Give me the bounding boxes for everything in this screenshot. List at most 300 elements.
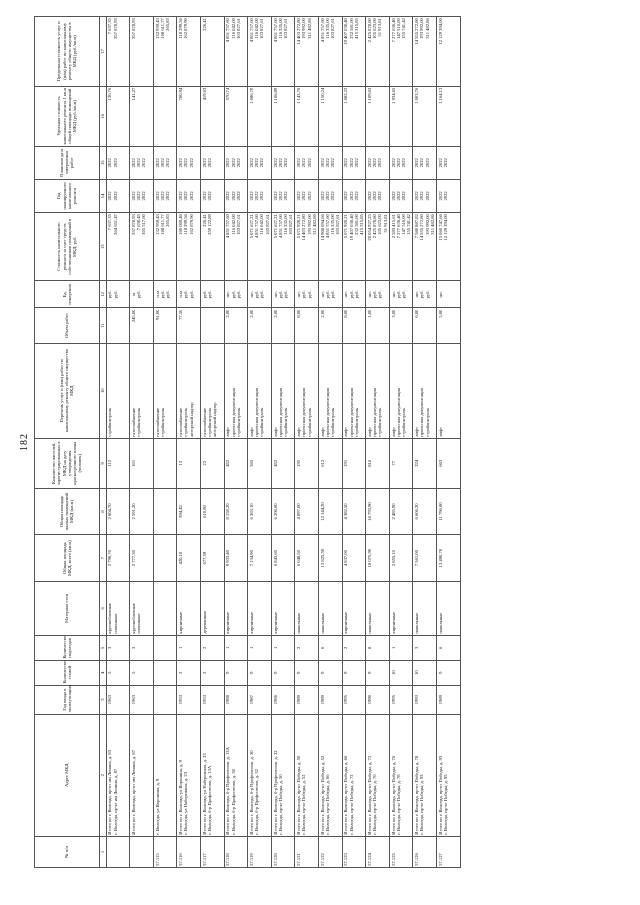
cell-line: 103 827,61 [288,214,294,235]
cell-line: 2022 [437,158,443,168]
cell-col-3: 1953 [200,685,224,714]
cell-line: 2022 [206,191,212,201]
cell-line: 116 335,00 [330,214,336,235]
cell-col-7 [153,535,177,582]
cell-line: г. Вологда, пр-кт Победы, д. 52 [301,774,307,835]
cell-col-10 [366,343,390,438]
cell-line: лифт [248,426,254,437]
cell-col-4: 9 [366,660,390,685]
cell-col-1 [130,836,154,867]
cell-col-6 [130,581,154,635]
cell-col-16 [200,86,224,146]
cell-line: 103 827,61 [235,214,241,235]
cell-line: 2022 [235,158,241,168]
cell-col-12 [177,281,201,308]
cell-line: Итого по г. Вологда, пр-кт им Ленина, д. 83 [107,749,113,835]
cell-col-16 [106,86,130,146]
cell-col-14 [248,179,272,212]
cell-col-7: 7 134,90 [248,535,272,582]
cell-line: 2022 [164,191,170,201]
cell-col-11 [248,308,272,343]
cell-col-13 [177,212,201,280]
cell-line: 2022 [296,191,302,201]
cell-line: 1 106,89 [272,87,278,104]
cell-col-17 [436,17,460,87]
cell-col-17 [366,17,390,87]
cell-col-17 [248,17,272,87]
cell-col-9: 13 [177,438,201,488]
cell-line: 14 555 272,80 [419,214,425,241]
column-number: 16 [99,86,106,146]
cell-col-4: 9 [342,660,366,685]
header-row [35,17,100,868]
column-header: Общая площадь жилых помещений МКД (кв.м) [35,488,100,535]
cell-col-10 [200,343,224,438]
cell-line: 415 315,85 [358,214,364,235]
cell-line: 570,74 [225,87,231,101]
cell-line: 2022 [419,191,425,201]
cell-line: руб. [201,290,207,299]
cell-col-1 [106,836,130,867]
cell-col-8: 4 897,00 [295,488,319,535]
cell-col-7: 13 825,50 [318,535,342,582]
cell-line: 265,83 [164,18,170,31]
cell-line: п.м [154,291,160,298]
cell-col-13 [389,212,413,280]
cell-line: 2 425 878,80 [372,214,378,239]
cell-col-6 [389,581,413,635]
cell-line: 2022 [259,158,265,168]
cell-col-6 [295,581,319,635]
cell-line: 2022 [230,191,236,201]
cell-line: авторский надзор [188,402,194,437]
cell-line: 162 879,90 [188,214,194,235]
cell-line: 2022 [188,191,194,201]
cell-line: руб. [419,290,425,299]
cell-line: 2022 [372,191,378,201]
cell-line: 7 638,45 [136,214,142,231]
column-header: Адрес МКД [35,714,100,836]
cell-col-15 [271,146,295,179]
cell-line: 6,00 [414,309,420,318]
cell-line: 193 992,00 [419,18,425,39]
cell-col-4: 9 [248,660,272,685]
cell-line: 2022 [230,158,236,168]
cell-col-6 [436,581,460,635]
cell-col-17 [224,17,248,87]
cell-line: п.м [178,291,184,298]
cell-line: 116 335,00 [277,18,283,39]
cell-line: руб. [400,290,406,299]
cell-col-17 [153,17,177,87]
cell-col-3: 1986 [271,685,295,714]
cell-line: шт. [390,291,396,298]
cell-col-2 [436,714,460,836]
cell-col-1: 57.120 [271,836,295,867]
cell-line: шт. [319,291,325,298]
cell-line: 2022 [164,158,170,168]
cell-line: 2022 [343,191,349,201]
cell-col-7: 9 933,40 [224,535,248,582]
cell-line: 8,00 [343,309,349,318]
cell-line: 2022 [442,191,448,201]
column-header: Количество этажей [35,660,100,685]
cell-line: 160 069,46 [178,214,184,235]
cell-col-13 [130,212,154,280]
cell-line: панельные [319,612,325,634]
cell-line: 7 277 636,40 [395,214,401,239]
cell-col-13 [342,212,366,280]
cell-line: панельные [296,612,302,634]
cell-line: 415 315,85 [353,18,359,39]
cell-col-1: 57.119 [248,836,272,867]
cell-col-7: 2 777,30 [130,535,154,582]
cell-line: руб. [301,290,307,299]
cell-line: 232 581,00 [353,214,359,235]
cell-line: 2022 [254,191,260,201]
cell-col-3: 1990 [366,685,390,714]
cell-col-16 [177,86,201,146]
cell-col-10 [318,343,342,438]
cell-line: Итого по г. Вологда, ул Воронина, д. 9 [178,760,184,835]
cell-col-14 [130,179,154,212]
cell-line: кирпичные [225,611,231,634]
cell-col-3: 1988 [224,685,248,714]
cell-col-17 [342,17,366,87]
cell-line: 116 042,00 [254,18,260,39]
cell-col-13 [224,212,248,280]
cell-line: 2022 [424,191,430,201]
column-header: Ед. измерения [35,281,100,308]
cell-col-14 [295,179,319,212]
cell-line: 265,83 [164,214,170,227]
cell-line: газоснабжение [154,407,160,437]
cell-line: 2022 [400,191,406,201]
cell-line: 2022 [112,191,118,201]
cell-line: 20 054 927,25 [366,214,372,241]
cell-line: 2022 [330,191,336,201]
cell-col-10 [436,343,460,438]
cell-line: г. Вологда, пр-кт Победы, д. 72 [348,774,354,835]
cell-line: руб. [306,290,312,299]
column-number: 6 [99,581,106,635]
column-header: Предельная стоимость услуг и (или) работ по капитальному ремонту общего имущества в МКД (руб./кв.м) [35,17,100,87]
cell-col-12 [130,281,154,308]
cell-line: 2022 [272,191,278,201]
cell-col-15 [389,146,413,179]
table-row [200,17,224,868]
column-header: Материал стен [35,581,100,635]
cell-col-8: 4 382,50 [342,488,366,535]
cell-col-12 [224,281,248,308]
cell-line: 4 851 757,60 [225,214,231,239]
cell-col-15 [200,146,224,179]
cell-line: 2022 [282,158,288,168]
page-number: 182 [19,433,30,451]
cell-col-4: 10 [389,660,413,685]
cell-col-5: 6 [436,635,460,660]
cell-line: 5 071 627,21 [248,214,254,239]
cell-col-16 [130,86,154,146]
column-number: 7 [99,535,106,582]
column-header: Удельная стоимость капитального ремонта 1 кв.м общей площади помещений МКД (руб./кв.м) [35,86,100,146]
cell-line: г. Вологда, пр-кт Победы, д. 93 [419,774,425,835]
cell-line: 132 959,43 [154,214,160,235]
cell-col-12 [318,281,342,308]
cell-line: 116 042,00 [230,214,236,235]
cell-line: 1 086,70 [248,87,254,104]
cell-line: шт. [272,291,278,298]
table-row [106,17,130,868]
cell-col-7: 13 490,70 [436,535,460,582]
cell-col-5: 2 [342,635,366,660]
cell-line: лифт [272,426,278,437]
cell-col-16 [342,86,366,146]
cell-col-1: 57.121 [295,836,319,867]
cell-col-7: 6 048,50 [295,535,319,582]
cell-line: г. Вологда, пр-кт им Ленина, д. 87 [112,768,118,835]
cell-line: 4 851 757,60 [248,18,254,43]
cell-line: кирпичные [272,611,278,634]
cell-col-14 [436,179,460,212]
cell-line: 2022 [301,191,307,201]
cell-col-8: 6 606,20 [413,488,437,535]
cell-col-7: 7 561,00 [413,535,437,582]
cell-line: 2022 [366,158,372,168]
cell-col-8: 8 158,20 [224,488,248,535]
cell-line: 357 878,93 [130,214,136,235]
cell-line: 2,00 [272,309,278,318]
cell-line: 5 071 920,21 [343,214,349,239]
cell-line: 2022 [188,158,194,168]
cell-line: стройконтроль [259,407,265,437]
cell-col-14 [318,179,342,212]
cell-line: 2022 [348,191,354,201]
cell-col-9: 195 [295,438,319,488]
cell-col-17 [106,17,130,87]
cell-line: 2022 [330,158,336,168]
cell-line: 14 403 272,80 [301,214,307,241]
cell-line: лифт [225,426,231,437]
cell-line: 2022 [319,191,325,201]
cell-line: руб. [159,290,165,299]
cell-col-2 [224,714,248,836]
cell-line: проектная документация [230,388,236,437]
cell-line: руб. [277,290,283,299]
column-header: № п/п [35,836,100,867]
cell-col-8: 6 208,60 [271,488,295,535]
cell-line: 193 992,00 [301,18,307,39]
cell-line: 2022 [395,191,401,201]
cell-line: руб. [183,290,189,299]
cell-col-8: 394,42 [177,488,201,535]
cell-line: 1 150,24 [319,87,325,104]
cell-line: 2022 [272,158,278,168]
cell-col-12 [436,281,460,308]
cell-line: 1 934,65 [390,87,396,104]
column-number: 17 [99,17,106,87]
cell-col-15 [153,146,177,179]
cell-col-3: 1989 [295,685,319,714]
cell-col-15 [318,146,342,179]
cell-line: 141,27 [130,87,136,101]
cell-col-14 [177,179,201,212]
cell-col-12 [153,281,177,308]
cell-col-13 [153,212,177,280]
cell-col-1: 57.118 [224,836,248,867]
cell-line: руб. [164,290,170,299]
cell-col-16 [295,86,319,146]
cell-col-16 [153,86,177,146]
cell-line: Итого по г. Вологда, пр-кт Победы, д. 52 [319,755,325,835]
cell-line: 2022 [206,158,212,168]
cell-col-2 [177,714,201,836]
cell-line: 4 851 757,60 [324,214,330,239]
cell-line: 2,00 [319,309,325,318]
cell-line: 2022 [442,158,448,168]
cell-col-2 [248,714,272,836]
cell-line: 2,00 [225,309,231,318]
cell-col-7: 18 075,90 [366,535,390,582]
cell-col-8: 610,80 [200,488,224,535]
cell-line: 2022 [343,158,349,168]
cell-line: 12 129 394,00 [442,214,448,241]
cell-line: 2022 [282,191,288,201]
cell-col-3: 1963 [130,685,154,714]
cell-col-9: 663 [436,438,460,488]
cell-col-1: 57.117 [200,836,224,867]
cell-line: 2022 [324,191,330,201]
column-number: 2 [99,714,106,836]
cell-col-14 [153,179,177,212]
cell-line: стройконтроль [330,407,336,437]
cell-line: 311 482,86 [311,214,317,235]
cell-col-14 [200,179,224,212]
cell-col-9: 22 [200,438,224,488]
cell-line: 91,00 [154,309,160,320]
cell-line: 19 407 030,40 [343,18,349,45]
cell-col-2 [413,714,437,836]
cell-col-5: 2 [200,635,224,660]
cell-line: 2022 [248,158,254,168]
cell-col-11 [366,308,390,343]
cell-col-9: 101 [130,438,154,488]
column-number: 8 [99,488,106,535]
cell-col-5: 1 [389,635,413,660]
cell-line: стройконтроль [377,407,383,437]
cell-col-3: 1995 [389,685,413,714]
cell-line: 118 299,56 [183,214,189,235]
cell-line: 2022 [178,158,184,168]
cell-line: 2,00 [248,309,254,318]
column-number: 13 [99,212,106,280]
cell-col-16 [366,86,390,146]
cell-col-5: 2 [295,635,319,660]
table-row [177,17,201,868]
cell-line: 2022 [107,158,113,168]
cell-col-9: 612 [318,438,342,488]
cell-line: проектная документация [254,388,260,437]
cell-col-4: 9 [295,660,319,685]
cell-line: Итого по г. Вологда, пр-кт Победы, д. 72 [366,755,372,835]
cell-line: 311 482,86 [429,214,435,235]
cell-line: 162 879,90 [183,18,189,39]
cell-col-8: 16 793,90 [366,488,390,535]
cell-col-6 [318,581,342,635]
cell-line: руб. [254,290,260,299]
cell-col-10 [106,343,130,438]
cell-col-1: 57.125 [389,836,413,867]
cell-col-3: 1987 [248,685,272,714]
cell-col-17 [295,17,319,87]
cell-col-8: 12 144,20 [318,488,342,535]
cell-col-11 [224,308,248,343]
cell-line: 2022 [112,158,118,168]
cell-line: 2022 [136,191,142,201]
cell-line: 2022 [296,158,302,168]
cell-col-15 [366,146,390,179]
cell-line: 168 611,77 [159,214,165,235]
cell-line: 168 611,77 [159,18,165,39]
cell-line: 8,00 [296,309,302,318]
cell-line: лифт [414,426,420,437]
cell-line: руб. [372,290,378,299]
cell-line: 77,50 [178,309,184,320]
column-number: 1 [99,836,106,867]
column-header: Год планируемого капитального ремонта [35,179,100,212]
cell-line: 7 580 887,82 [414,214,420,239]
cell-col-16 [224,86,248,146]
cell-line: 5,00 [437,309,443,318]
cell-line: 2022 [225,191,231,201]
cell-col-10 [130,343,154,438]
cell-col-1: 57.124 [366,836,390,867]
cell-col-11 [413,308,437,343]
cell-line: 2022 [141,158,147,168]
cell-col-17 [389,17,413,87]
cell-col-2 [130,714,154,836]
cell-line: 2022 [201,191,207,201]
cell-line: 2022 [277,191,283,201]
cell-line: руб. [112,290,118,299]
cell-line: руб. [395,290,401,299]
cell-col-4: 9 [224,660,248,685]
cell-line: шт. [296,291,302,298]
cell-col-11 [318,308,342,343]
cell-line: 700,94 [178,87,184,101]
cell-line: 4 851 757,60 [319,18,325,43]
table-row [153,17,177,868]
cell-line: 2022 [306,158,312,168]
cell-col-2 [389,714,413,836]
cell-col-4 [153,660,177,685]
cell-line: г. Вологда, ул Воронина, д. 9 [154,778,160,835]
cell-col-2 [200,714,224,836]
column-header: Объем работ [35,308,100,343]
column-header: Стоимость капитального ремонта за счет средств собственников помещений в МКД, руб. [35,212,100,280]
cell-line: 2022 [348,158,354,168]
cell-line: стройконтроль [107,407,113,437]
cell-col-7: 420,10 [177,535,201,582]
cell-col-6 [224,581,248,635]
cell-line: 103 827,61 [264,214,270,235]
cell-line: проектная документация [301,388,307,437]
cell-col-16 [413,86,437,146]
cell-line: 226,41 [201,18,207,31]
cell-line: 103 827,61 [330,18,336,39]
cell-col-13 [413,212,437,280]
cell-col-10 [295,343,319,438]
